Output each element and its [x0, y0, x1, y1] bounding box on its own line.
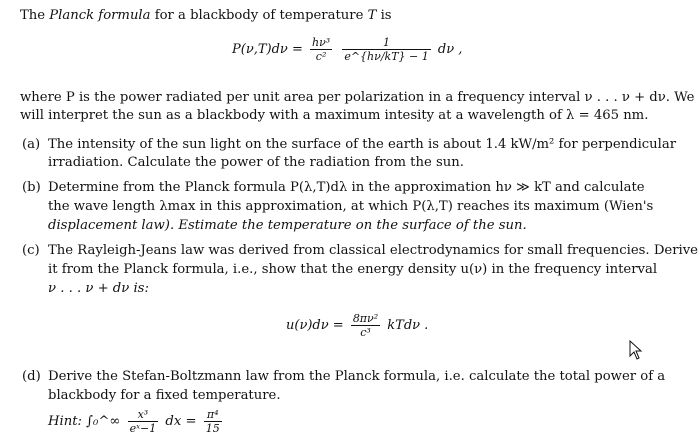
para-1-line-2: will interpret the sun as a blackbody with a maximum intesity at a wavelength of λ = 465 nm. [20, 108, 649, 123]
rj-eq-frac-num: 8πν² [352, 312, 379, 325]
rj-eq-frac-den: c³ [360, 326, 371, 339]
mouse-cursor-icon [629, 340, 643, 360]
hint-line [48, 408, 225, 435]
planck-eq-frac-2-num: 1 [342, 36, 430, 50]
part-a-text-1: The intensity of the sun light on the surface of the earth is about 1.4 kW/m² for perpendicular [48, 137, 677, 152]
intro-text-2: for a blackbody of temperature [150, 8, 368, 23]
hint-frac-2-den: 15 [205, 422, 220, 435]
part-d-line-2: blackbody for a fixed temperature. [48, 388, 281, 403]
para-1-line-1: where P is the power radiated per unit area per polarization in a frequency interval ν . . . ν + dν. We [20, 90, 695, 105]
rayleigh-jeans-equation [286, 312, 428, 339]
part-d-line-1 [22, 369, 665, 385]
part-d-label: (d) [22, 369, 41, 384]
hint-frac-1-den: eˣ−1 [129, 422, 157, 435]
planck-eq-rhs: dν , [437, 42, 463, 57]
planck-eq-frac-1 [310, 36, 332, 63]
part-b-line-2: the wave length λmax in this approximation, at which P(λ,T) reaches its maximum (Wien's [48, 199, 654, 214]
hint-frac-1-num: x³ [128, 408, 159, 422]
hint-integral: ∫₀^∞ [86, 414, 121, 429]
planck-eq-frac-1-den: c² [315, 50, 327, 63]
part-b-label: (b) [22, 180, 41, 195]
part-d-text-1: Derive the Stefan-Boltzmann law from the Planck formula, i.e. calculate the total power of a [48, 369, 666, 384]
part-c-label: (c) [22, 243, 40, 258]
part-c-line-3: ν . . . ν + dν is: [48, 281, 149, 296]
part-c-line-1 [22, 243, 698, 259]
hint-label: Hint: [48, 414, 82, 429]
planck-formula-term: Planck formula [49, 8, 151, 23]
planck-eq-frac-2-den: e^{hν/kT} − 1 [344, 50, 429, 63]
part-a-label: (a) [22, 137, 41, 152]
rj-eq-frac [351, 312, 380, 339]
intro-line [20, 8, 392, 24]
planck-eq-frac-1-num: hν³ [312, 36, 331, 49]
part-b-line-1 [22, 180, 645, 196]
hint-frac-1 [128, 408, 159, 435]
hint-frac-2 [204, 408, 222, 435]
planck-eq-lhs: P(ν,T)dν = [232, 42, 303, 57]
hint-frac-2-num: π⁴ [204, 408, 222, 422]
part-a-line-1 [22, 137, 676, 153]
intro-text-1: The [20, 8, 50, 23]
temperature-symbol: T [367, 8, 377, 23]
rj-eq-lhs: u(ν)dν = [286, 318, 344, 333]
rj-eq-rhs: kTdν . [387, 318, 429, 333]
part-b-text-1: Determine from the Planck formula P(λ,T)dλ in the approximation hν ≫ kT and calculate [48, 180, 645, 195]
part-a-line-2: irradiation. Calculate the power of the radiation from the sun. [48, 155, 464, 170]
part-c-line-2: it from the Planck formula, i.e., show that the energy density u(ν) in the frequency interval [48, 262, 658, 277]
part-c-text-1: The Rayleigh-Jeans law was derived from classical electrodynamics for small frequencies. Derive [48, 243, 698, 258]
planck-eq-frac-2 [342, 36, 430, 63]
planck-equation [232, 36, 462, 63]
intro-text-3: is [376, 8, 392, 23]
hint-mid: dx = [165, 414, 197, 429]
part-b-line-3: displacement law). Estimate the temperature on the surface of the sun. [48, 218, 527, 233]
